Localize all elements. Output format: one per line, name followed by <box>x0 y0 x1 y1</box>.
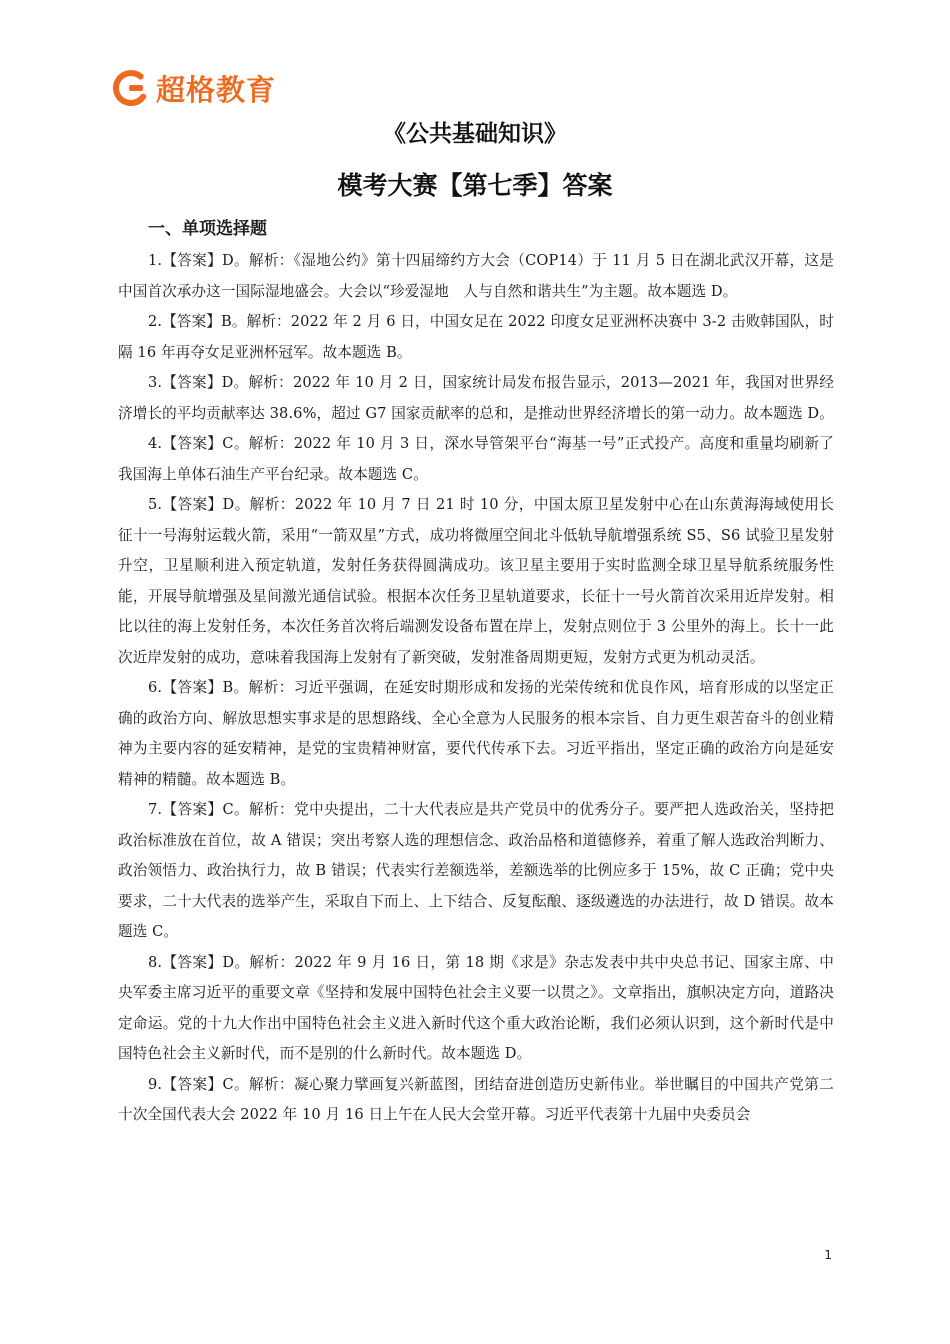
answer-item-7: 7.【答案】C。解析：党中央提出，二十大代表应是共产党员中的优秀分子。要严把人选政治关，坚持把政治标准放在首位，故 A 错误；突出考察人选的理想信念、政治品格和道德修养，着重了解人选政治判断力、政治领悟力、政治执行力，故 B 错误；代表实行差额选举，差额选举的比例应多于 15%，故 C 正确；党中央要求，二十大代表的选举产生，采取自下而上、上下结合、反复酝酿、逐级遴选的办法进行，故 D 错误。故本题选 C。 <box>118 801 834 940</box>
answer-item-3: 3.【答案】D。解析：2022 年 10 月 2 日，国家统计局发布报告显示，2013—2021 年，我国对世界经济增长的平均贡献率达 38.6%，超过 G7 国家贡献率的总和，是推动世界经济增长的第一动力。故本题选 D。 <box>118 374 834 422</box>
section-heading: 一、单项选择题 <box>148 219 267 239</box>
page-number: 1 <box>824 1248 832 1262</box>
answer-list <box>118 246 834 1131</box>
answer-item-8: 8.【答案】D。解析：2022 年 9 月 16 日，第 18 期《求是》杂志发表中共中央总书记、国家主席、中央军委主席习近平的重要文章《坚持和发展中国特色社会主义要一以贯之》。文章指出，旗帜决定方向，道路决定命运。党的十九大作出中国特色社会主义进入新时代这个重大政治论断，我们必须认识到，这个新时代是中国特色社会主义新时代，而不是别的什么新时代。故本题选 D。 <box>118 953 834 1062</box>
document-title: 《公共基础知识》 <box>383 121 567 147</box>
answer-item-6: 6.【答案】B。解析：习近平强调，在延安时期形成和发扬的光荣传统和优良作风，培育形成的以坚定正确的政治方向、解放思想实事求是的思想路线、全心全意为人民服务的根本宗旨、自力更生艰苦奋斗的创业精神为主要内容的延安精神，是党的宝贵精神财富，要代代传承下去。习近平指出，坚定正确的政治方向是延安精神的精髓。故本题选 B。 <box>118 679 834 788</box>
document-subtitle: 模考大赛【第七季】答案 <box>337 171 613 200</box>
answer-item-2: 2.【答案】B。解析：2022 年 2 月 6 日，中国女足在 2022 印度女足亚洲杯决赛中 3-2 击败韩国队，时隔 16 年再夺女足亚洲杯冠军。故本题选 B。 <box>118 313 834 361</box>
brand-name: 超格教育 <box>156 72 277 107</box>
answer-item-1: 1.【答案】D。解析：《湿地公约》第十四届缔约方大会（COP14）于 11 月 5 日在湖北武汉开幕，这是中国首次承办这一国际湿地盛会。大会以“珍爱湿地 人与自然和谐共生”为主题。故本题选 D。 <box>118 252 834 300</box>
answer-item-4: 4.【答案】C。解析：2022 年 10 月 3 日，深水导管架平台“海基一号”正式投产。高度和重量均刷新了我国海上单体石油生产平台纪录。故本题选 C。 <box>118 435 834 483</box>
answer-item-9: 9.【答案】C。解析：凝心聚力擘画复兴新蓝图，团结奋进创造历史新伟业。举世瞩目的中国共产党第二十次全国代表大会 2022 年 10 月 16 日上午在人民大会堂开幕。习近平代表第十九届中央委员会 <box>118 1075 834 1123</box>
brand-logo <box>112 66 276 110</box>
brand-logo-icon <box>112 69 150 107</box>
answer-item-5: 5.【答案】D。解析：2022 年 10 月 7 日 21 时 10 分，中国太原卫星发射中心在山东黄海海域使用长征十一号海射运载火箭，采用“一箭双星”方式，成功将微厘空间北斗低轨导航增强系统 S5、S6 试验卫星发射升空，卫星顺利进入预定轨道，发射任务获得圆满成功。该卫星主要用于实时监测全球卫星导航系统服务性能，开展导航增强及星间激光通信试验。根据本次任务卫星轨道要求，长征十一号火箭首次采用近岸发射。相比以往的海上发射任务，本次任务首次将后端测发设备布置在岸上，发射点则位于 3 公里外的海上。长十一此次近岸发射的成功，意味着我国海上发射有了新突破，发射准备周期更短，发射方式更为机动灵活。 <box>118 496 834 666</box>
